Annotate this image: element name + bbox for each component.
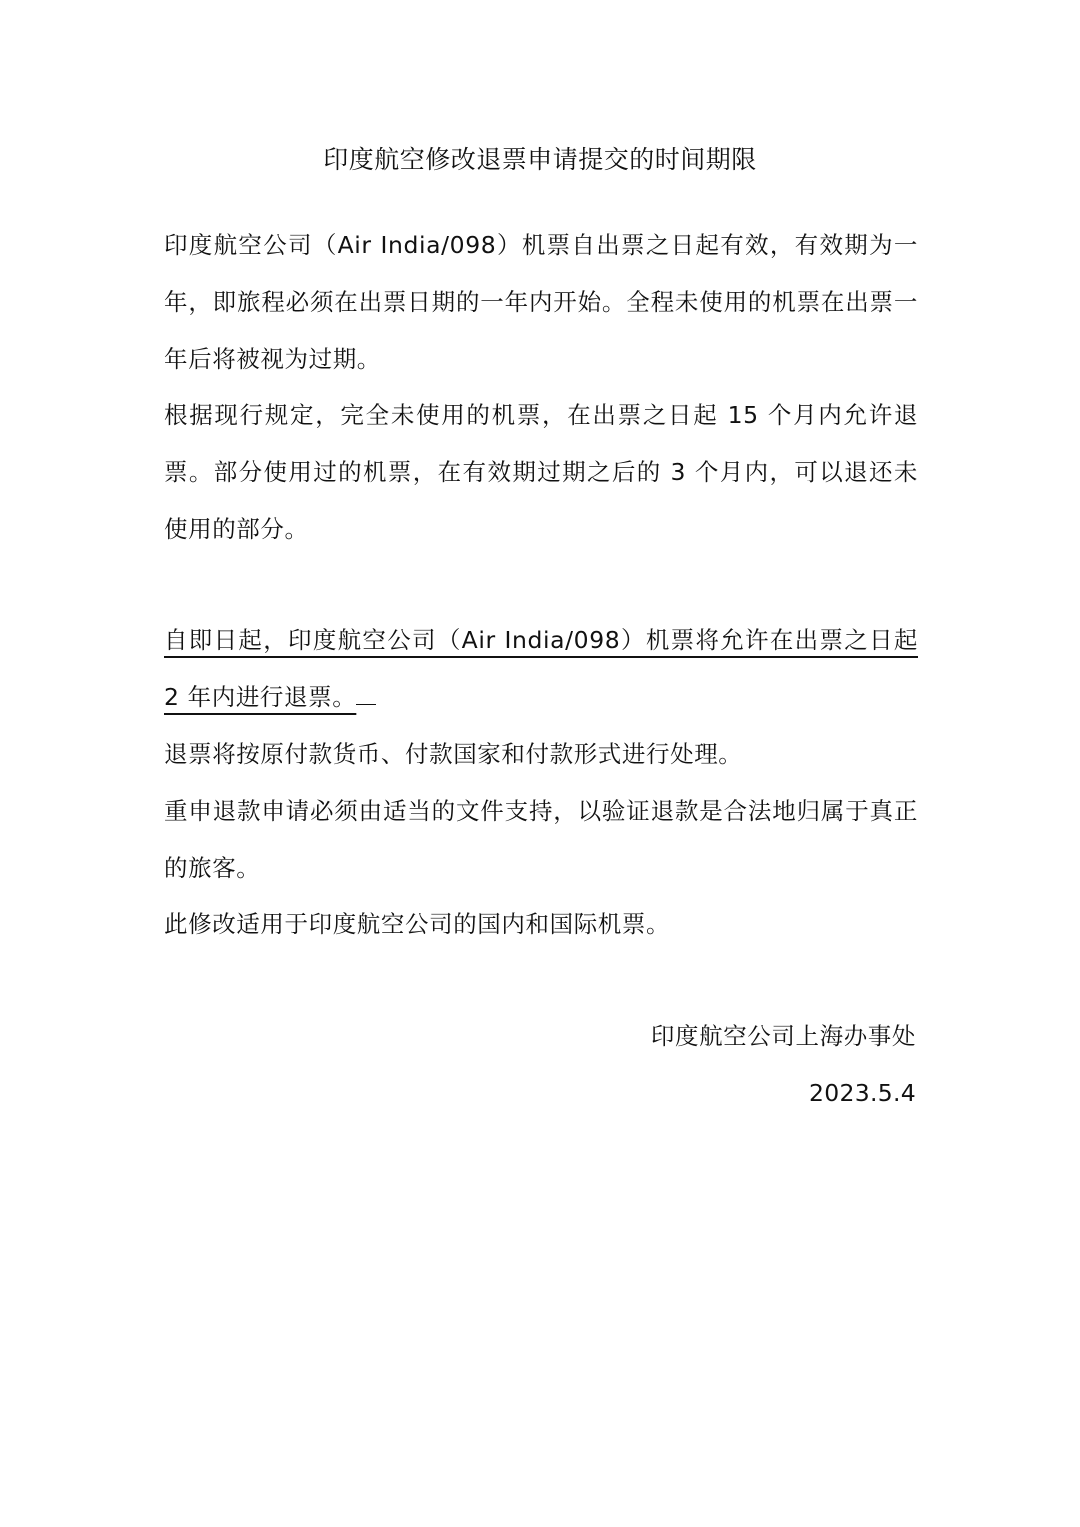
- document-date: 2023.5.4: [808, 1079, 916, 1107]
- document-title: 印度航空修改退票申请提交的时间期限: [323, 145, 757, 174]
- paragraph-refund-processing: 退票将按原付款货币、付款国家和付款形式进行处理。: [164, 740, 743, 768]
- underlined-notice-text: 自即日起，印度航空公司（Air India/098）机票将允许在出票之日起 2 年内进行退票。: [164, 626, 918, 711]
- paragraph-current-refund-rules: 根据现行规定，完全未使用的机票，在出票之日起 15 个月内允许退票。部分使用过的机票，在有效期过期之后的 3 个月内，可以退还未使用的部分。: [164, 401, 918, 543]
- underline-trail: [356, 672, 376, 705]
- paragraph-ticket-validity: 印度航空公司（Air India/098）机票自出票之日起有效，有效期为一年，即旅程必须在出票日期的一年内开始。全程未使用的机票在出票一年后将被视为过期。: [164, 231, 918, 373]
- paragraph-documentation-requirement: 重申退款申请必须由适当的文件支持，以验证退款是合法地归属于真正的旅客。: [164, 797, 918, 882]
- paragraph-scope: 此修改适用于印度航空公司的国内和国际机票。: [164, 910, 671, 938]
- paragraph-new-refund-period: [164, 612, 918, 726]
- signature-office: 印度航空公司上海办事处: [650, 1022, 916, 1050]
